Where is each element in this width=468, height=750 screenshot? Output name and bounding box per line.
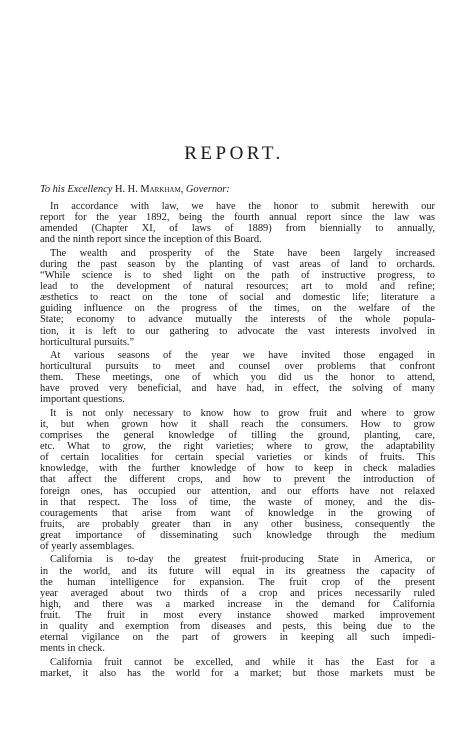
text-line: and the ninth report since the inception of this Board.	[40, 234, 262, 246]
text-line: ments in check.	[40, 643, 105, 655]
paragraph	[40, 201, 435, 246]
text-line: fruit. The fruit in most every instance showed marked improvement	[40, 610, 435, 622]
text-line: eternal vigilance on the part of growers in keeping all such impedi-	[40, 632, 435, 644]
text-line: guiding influence on the progress of the times, on the welfare of the	[40, 303, 435, 315]
page-title: REPORT.	[184, 143, 284, 164]
text-line: California fruit cannot be excelled, and while it has the East for a	[50, 656, 435, 668]
text-line: the human intelligence for expansion. The fruit crop of the present	[40, 576, 435, 588]
text-line: The wealth and prosperity of the State have been largely increased	[50, 247, 435, 259]
salutation	[40, 184, 230, 195]
text-line: knowledge, with the further knowledge of how to keep in check maladies	[40, 463, 435, 475]
text-line: great importance of disseminating such knowledge through the medium	[40, 530, 435, 542]
text-line: comprises the general knowledge of tilling the ground, planting, care,	[40, 429, 435, 441]
text-line: during the past season by the planting of vast areas of land to orchards.	[40, 258, 435, 270]
text-line: In accordance with law, we have the honor to submit herewith our	[50, 201, 435, 212]
text-line: tion, it is left to our gathering to advocate the vast interests involved in	[40, 325, 435, 337]
text-line: horticultural pursuits.”	[40, 336, 135, 348]
paragraph	[40, 657, 435, 679]
text-line: market, it also has the world for a market; but those markets must be	[40, 667, 435, 679]
text-line: foreign ones, has occupied our attention, and our efforts have not relaxed	[40, 485, 435, 497]
text-line: in that respect. The loss of time, the waste of money, and the dis-	[40, 496, 435, 508]
text-line: etc. What to grow, the right varieties; where to grow, the adaptability	[40, 440, 435, 452]
text-line: important questions.	[40, 394, 125, 406]
text-line: in the world, and its future will equal in its greatness the capacity of	[40, 565, 435, 577]
report-body	[40, 201, 435, 681]
text-line: couragements that arise from want of knowledge in the growing of	[40, 507, 435, 519]
text-line: it, but when grown how it shall reach the consumers. How to grow	[40, 418, 435, 430]
text-line: in quality and exemption from diseases and pests, this being due to the	[40, 621, 435, 633]
text-line: high, and there was a marked increase in the demand for California	[40, 598, 435, 610]
salutation-prefix: To his Excellency	[40, 184, 113, 195]
paragraph	[40, 408, 435, 553]
salutation-name: H. H. Markham,	[114, 184, 184, 195]
paragraph	[40, 350, 435, 406]
text-line: “While science is to shed light on the path of instructive progress, to	[40, 269, 435, 281]
text-line: of yearly assemblages.	[40, 541, 135, 553]
text-line: that affect the different crops, and how to prevent the introduction of	[40, 474, 435, 486]
salutation-suffix: Governor:	[185, 184, 230, 195]
text-line: fruits, are probably greater than in any other business, consequently the	[40, 518, 435, 530]
text-line: lead to the development of natural resources; art to mold and refine;	[40, 280, 435, 292]
text-line: have proved very beneficial, and have had, in effect, the solving of many	[40, 383, 435, 395]
text-line: year averaged about two thirds of a crop and prices necessarily ruled	[40, 587, 435, 599]
text-line: California is to-day the greatest fruit-producing State in America, or	[50, 554, 435, 566]
text-line: amended (Chapter XI, of laws of 1889) from biennially to annually,	[40, 223, 435, 235]
text-line: At various seasons of the year we have invited those engaged in	[50, 349, 435, 361]
text-line: æsthetics to react on the tone of social and domestic life; literature a	[40, 292, 435, 304]
text-line: State; economy to advance mutually the interests of the whole popula-	[40, 314, 435, 326]
text-line: horticultural pursuits to meet and counsel over problems that confront	[40, 360, 435, 372]
text-line: them. These meetings, one of which you did us the honor to attend,	[40, 372, 435, 384]
text-line: It is not only necessary to know how to grow fruit and where to grow	[50, 407, 435, 419]
text-line: of certain localities for certain special varieties or kinds of fruits. This	[40, 452, 435, 464]
paragraph	[40, 554, 435, 654]
paragraph	[40, 248, 435, 348]
text-line: report for the year 1892, being the fourth annual report since the law was	[40, 212, 435, 224]
